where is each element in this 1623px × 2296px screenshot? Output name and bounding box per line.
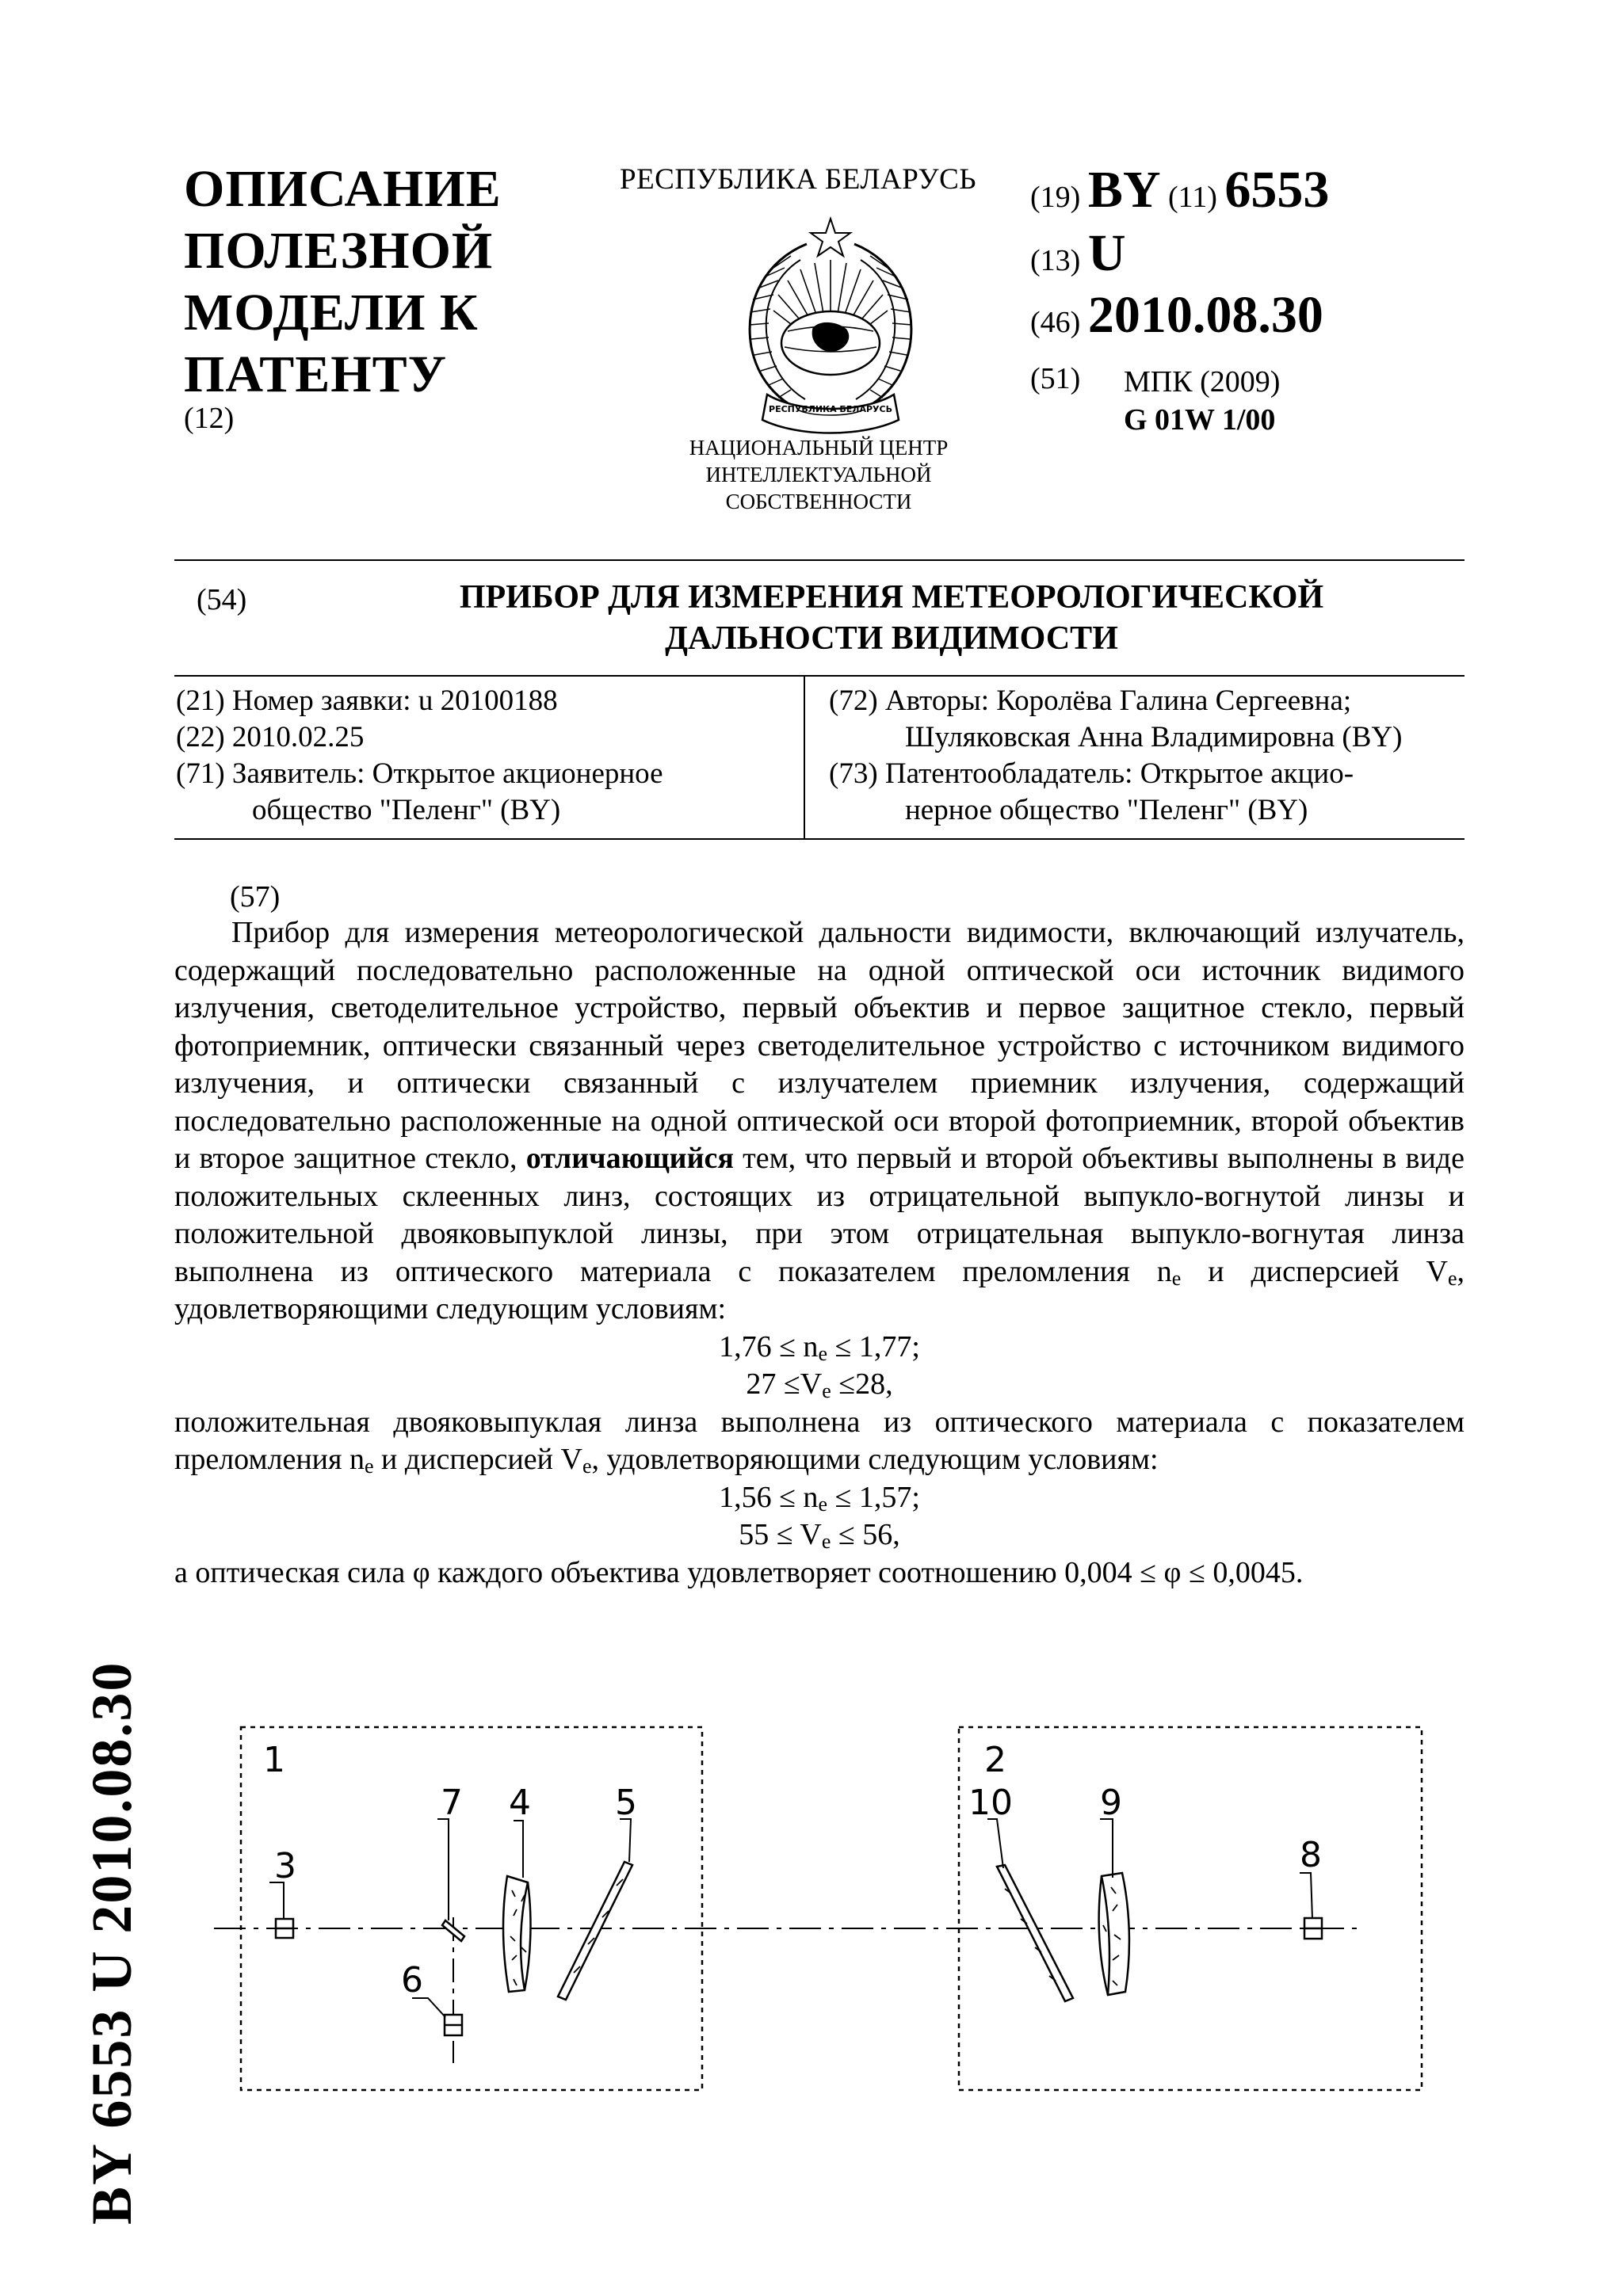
kind-code: U: [1087, 224, 1126, 282]
claim-paragraph: а оптическая сила φ каждого объектива удовлетворяет соотношению 0,004 ≤ φ ≤ 0,0045.: [174, 1555, 1304, 1589]
inid-code-54: (54): [197, 583, 247, 616]
figure-label-3: 3: [274, 1846, 296, 1886]
claim-paragraph: положительная двояковыпуклая линза выполнена из оптического материала с показателем преломления $n_e$ и дисперсией $V_e$, удовлетворяющими следующим условиям:: [174, 1405, 1465, 1478]
patent-owner-cont: нерное общество "Пеленг" (BY): [905, 794, 1308, 826]
inid-code-51: (51): [1030, 362, 1081, 395]
figure-label-10: 10: [968, 1783, 1013, 1823]
formula: $27 \le V_e \le 28$,: [746, 1367, 893, 1402]
claim-paragraph: Прибор для измерения метеорологической дальности видимости, включающий излучатель, содержащий последовательно расположенные на одной оптической оси источник видимого излучения, светоделительное устройство, первый объектив и первое защитное стекло, первый фотоприемник, оптически связанный через светоделительное устройство с источником видимого излучения, и оптически связанный с излучателем приемник излучения, содержащий последовательно расположенные на одной оптической оси второй фотоприемник, второй объектив и второе защитное стекло, отличающийся тем, что первый и второй объективы выполнены в виде положительных склеенных линз, состоящих из отрицательной выпукло-вогнутой линзы и положительной двояковыпуклой линзы, при этом отрицательная выпукло-вогнутая линза выполнена из оптического материала с показателем преломления $n_e$ и дисперсией $V_e$, удовлетворяющими следующим условиям:: [174, 916, 1465, 1325]
patent-owner: (73) Патентообладатель: Открытое акцио-: [829, 757, 1354, 790]
doc-type-line: МОДЕЛИ К: [184, 284, 479, 341]
inid-code-13: (13): [1030, 244, 1081, 277]
protective-glass-10: [997, 1865, 1073, 2001]
document-number: 6553: [1224, 161, 1330, 219]
figure-label-receiver: 2: [984, 1740, 1006, 1780]
publication-date: 2010.08.30: [1087, 286, 1323, 344]
objective-9: [1099, 1873, 1129, 1995]
authors: (72) Авторы: Королёва Галина Сергеевна;: [829, 685, 1352, 717]
figure-label-5: 5: [615, 1783, 637, 1823]
authors-cont: Шуляковская Анна Владимировна (BY): [905, 721, 1403, 753]
emblem-ribbon-text: РЕСПУБЛИКА БЕЛАРУСЬ: [769, 404, 892, 414]
formula: $1,56 \le n_e \le 1,57$;: [719, 1480, 920, 1516]
figure-label-7: 7: [441, 1783, 463, 1823]
figure-label-9: 9: [1100, 1783, 1122, 1823]
doc-type-code: (12): [184, 402, 235, 435]
office-line: ИНТЕЛЛЕКТУАЛЬНОЙ: [705, 463, 932, 486]
doc-type-line: ПАТЕНТУ: [184, 345, 448, 403]
ipc-version: МПК (2009): [1124, 365, 1281, 399]
country-code: BY: [1087, 161, 1161, 219]
inid-code-57: (57): [230, 880, 281, 913]
invention-title-line: ДАЛЬНОСТИ ВИДИМОСТИ: [665, 620, 1118, 657]
inid-code-11: (11): [1168, 181, 1217, 214]
formula: $1,76 \le n_e \le 1,77$;: [719, 1329, 920, 1365]
office-line: СОБСТВЕННОСТИ: [725, 490, 912, 513]
emitter-box: [241, 1727, 702, 2090]
side-document-id: BY 6553 U 2010.08.30: [80, 1661, 143, 2225]
claim-keyword: отличающийся: [525, 1142, 734, 1175]
office-line: НАЦИОНАЛЬНЫЙ ЦЕНТР: [689, 436, 949, 460]
figure-label-6: 6: [401, 1960, 423, 2000]
applicant: (71) Заявитель: Открытое акционерное: [176, 757, 663, 790]
receiver-box: [959, 1727, 1422, 2090]
formula: $55 \le V_e \le 56$,: [739, 1518, 900, 1553]
figure-label-8: 8: [1300, 1835, 1322, 1875]
country-name: РЕСПУБЛИКА БЕЛАРУСЬ: [620, 163, 977, 196]
inid-code-46: (46): [1030, 306, 1081, 339]
figure-label-emitter: 1: [263, 1740, 285, 1780]
doc-type-line: ПОЛЕЗНОЙ: [184, 222, 494, 280]
applicant-cont: общество "Пеленг" (BY): [252, 794, 561, 826]
ipc-class: G 01W 1/00: [1124, 403, 1276, 437]
objective-4: [503, 1876, 531, 1992]
application-number: (21) Номер заявки: u 20100188: [176, 685, 558, 717]
application-date: (22) 2010.02.25: [176, 721, 365, 753]
protective-glass-5: [558, 1862, 632, 2000]
invention-title-line: ПРИБОР ДЛЯ ИЗМЕРЕНИЯ МЕТЕОРОЛОГИЧЕСКОЙ: [459, 579, 1324, 616]
doc-type-line: ОПИСАНИЕ: [184, 160, 502, 218]
inid-code-19: (19): [1030, 181, 1081, 214]
figure-label-4: 4: [509, 1783, 531, 1823]
